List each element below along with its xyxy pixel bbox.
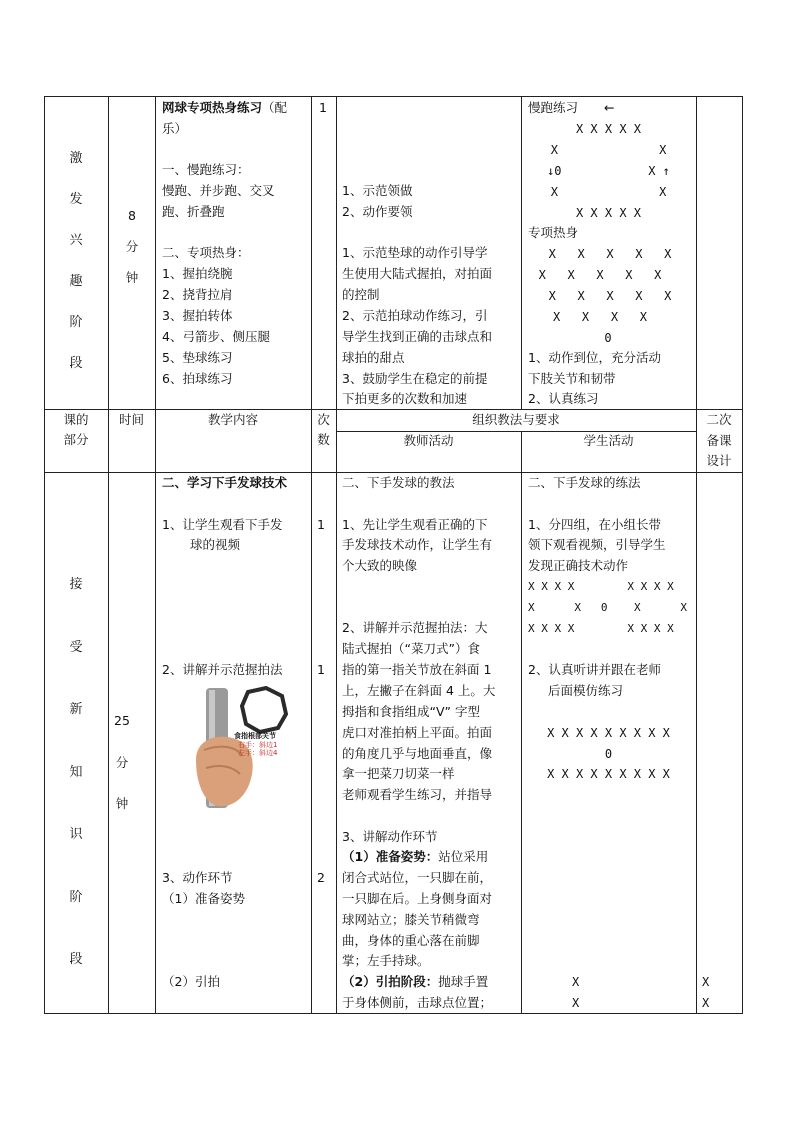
stage2-count: 1 <box>317 662 325 677</box>
jog-formation-row: X X <box>550 143 667 157</box>
stage2-teacher-line: 拇指和食指组成“V” 字型 <box>342 704 480 719</box>
stage1-jog-line: 慢跑、并步跑、交叉 <box>162 183 275 198</box>
stage1-content-title-suffix: （配 <box>262 100 288 115</box>
stage1-char: 发 <box>69 192 83 207</box>
border-top <box>44 96 743 97</box>
warm-formation-row: X X X X X <box>548 247 672 261</box>
jog-formation-row: X X X X X <box>575 206 642 220</box>
stage2-student-line: 后面模仿练习 <box>548 683 624 698</box>
stage2-content-line: 1、让学生观看下手发 <box>162 517 283 532</box>
stage1-label <box>46 138 106 384</box>
stage1-warm-item: 3、握拍转体 <box>162 308 233 323</box>
jog-formation-row: ↓0 X ↑ <box>547 164 670 178</box>
stage1-time <box>102 200 162 293</box>
stage1-teacher-line: 1、示范领做 <box>342 183 413 198</box>
stage1-content-title-line <box>162 98 287 119</box>
stage1-student-note: 2、认真练习 <box>528 391 599 406</box>
stage2-teacher-line: 一只脚在后。上身侧身面对 <box>342 891 493 906</box>
stage2-char: 识 <box>69 827 83 842</box>
stage1-teacher-line: 3、鼓励学生在稳定的前提 <box>342 371 488 386</box>
stage1-char: 兴 <box>69 233 83 248</box>
stage2-char: 阶 <box>69 889 83 905</box>
header-part-line: 课的 <box>63 412 89 427</box>
stage1-char: 阶 <box>69 315 83 330</box>
border-col4 <box>336 96 337 1014</box>
stage2-teacher-line: 球网站立；膝关节稍微弯 <box>342 912 480 927</box>
stage2-count: 2 <box>317 870 325 885</box>
stage1-char: 趣 <box>69 274 83 289</box>
group-formation-row: X X 0 X X <box>528 601 687 614</box>
stage2-teacher-line: 1、先让学生观看正确的下 <box>342 517 488 532</box>
header-org: 组织教法与要求 <box>472 412 560 427</box>
stage2-teacher-bold: （2）引拍阶段： <box>342 974 439 989</box>
header-teacher: 教师活动 <box>403 433 454 448</box>
header-count <box>311 410 336 450</box>
stage2-teacher-line: 老师观看学生练习，并指导 <box>342 787 493 802</box>
stage2-teacher-line: 指的第一指关节放在斜面 1 <box>342 662 492 677</box>
stage2-teacher-line: 个大致的映像 <box>342 558 418 573</box>
stage1-count: 1 <box>319 100 327 115</box>
stage2-teacher-text: 站位采用 <box>438 849 489 864</box>
group-formation-row: X X X X X X X X <box>528 580 674 593</box>
stage2-char: 段 <box>69 952 83 967</box>
stage2-time-unit: 钟 <box>115 796 129 811</box>
border-col6 <box>696 96 697 1014</box>
stage2-student-title: 二、下手发球的练法 <box>528 475 641 490</box>
stage1-warm-label: 专项热身 <box>528 225 579 240</box>
stage1-char: 段 <box>69 356 83 371</box>
stage1-time-unit: 分 <box>125 239 139 254</box>
group-formation-row: X X X X X X X X <box>528 622 674 635</box>
stage1-teacher-line: 的控制 <box>342 287 380 302</box>
stage2-content-phase: （2）引拍 <box>162 974 220 989</box>
header-part <box>44 410 108 450</box>
stage2-student-line: 领下观看视频，引导学生 <box>528 537 666 552</box>
stage1-char: 激 <box>69 151 83 166</box>
stage2-student-line: 发现正确技术动作 <box>528 558 629 573</box>
pair-formation-row: X X <box>572 996 710 1010</box>
jog-label-text: 慢跑练习 <box>528 100 579 115</box>
header-time: 时间 <box>118 412 144 427</box>
stage1-teacher-line: 2、动作要领 <box>342 204 413 219</box>
stage1-student-note: 1、动作到位，充分活动 <box>528 350 661 365</box>
stage1-teacher-line: 球拍的甜点 <box>342 350 405 365</box>
stage2-char: 接 <box>69 577 83 592</box>
line-formation-row: X X X X X X X X X <box>547 726 670 740</box>
stage2-char: 新 <box>69 702 83 717</box>
stage2-time-num: 25 <box>114 713 130 728</box>
header-prep-line: 设计 <box>706 453 732 468</box>
stage2-teacher-line: 3、讲解动作环节 <box>342 829 438 844</box>
stage1-warm-item: 2、挠背拉肩 <box>162 287 233 302</box>
stage2-student-line: 2、认真听讲并跟在老师 <box>528 662 661 677</box>
octagon-icon <box>242 688 286 732</box>
line-formation-row: X X X X X X X X X <box>547 767 670 781</box>
stage2-content-line: 球的视频 <box>190 537 241 552</box>
stage2-teacher-line: 掌；左手持球。 <box>342 953 430 968</box>
grip-caption: 右手：斜边1 <box>238 741 278 749</box>
warm-formation-row: X X X X <box>553 310 647 324</box>
border-left <box>44 96 45 1014</box>
jog-formation-row: X X X X X <box>575 122 642 136</box>
stage1-teacher-line: 1、示范垫球的动作引导学 <box>342 245 488 260</box>
stage1-content-line: 乐） <box>162 121 188 136</box>
grip-caption: 食指根部关节 <box>234 732 276 740</box>
stage1-teacher-line: 生使用大陆式握拍，对拍面 <box>342 266 493 281</box>
stage2-content-phase: 3、动作环节 <box>162 870 233 885</box>
stage2-content-grip: 2、讲解并示范握拍法 <box>162 662 283 677</box>
border-col3 <box>311 96 312 1014</box>
stage2-teacher-line: 拿一把菜刀切菜一样 <box>342 766 455 781</box>
header-count-line: 次 <box>317 412 330 427</box>
stage1-warm-item: 1、握拍绕腕 <box>162 266 233 281</box>
stage2-teacher-line: 陆式握拍（“菜刀式”）食 <box>342 641 480 656</box>
arrow-left-icon: ← <box>604 100 615 115</box>
border-right <box>742 96 743 1014</box>
stage1-teacher-line: 导学生找到正确的击球点和 <box>342 329 493 344</box>
header-prep-line: 二次 <box>706 412 732 427</box>
stage1-time-num: 8 <box>128 208 136 223</box>
stage2-char: 知 <box>69 764 83 780</box>
stage1-warm-head: 二、专项热身： <box>162 245 250 260</box>
stage1-student-note: 下肢关节和韧带 <box>528 371 616 386</box>
stage2-time <box>92 700 152 825</box>
stage2-teacher-line: 于身体侧前，击球点位置； <box>342 995 493 1010</box>
line-formation-row: 0 <box>604 747 613 761</box>
stage2-teacher-line: 曲，身体的重心落在前脚 <box>342 933 480 948</box>
stage1-warm-item: 4、弓箭步、侧压腿 <box>162 329 270 344</box>
stage2-teacher-title: 二、下手发球的教法 <box>342 475 455 490</box>
warm-formation-row: X X X X X <box>548 289 672 303</box>
stage2-content-title: 二、学习下手发球技术 <box>162 475 288 490</box>
header-count-line: 数 <box>317 432 330 447</box>
stage2-teacher-text: 抛球手置 <box>438 974 489 989</box>
stage2-count: 1 <box>317 517 325 532</box>
stage2-time-unit: 分 <box>115 754 129 770</box>
pair-formation-row: X X <box>572 975 710 989</box>
stage2-teacher-line: 虎口对准拍柄上平面。拍面 <box>342 725 493 740</box>
stage2-teacher-line: 的角度几乎与地面垂直，像 <box>342 746 493 761</box>
stage1-warm-item: 6、拍球练习 <box>162 371 233 386</box>
stage1-warm-item: 5、垫球练习 <box>162 350 233 365</box>
jog-formation-row: X X <box>550 185 667 199</box>
stage2-char: 受 <box>69 639 83 655</box>
stage1-teacher-line: 下拍更多的次数和加速 <box>342 391 468 406</box>
stage2-teacher-bold: （1）准备姿势： <box>342 849 439 864</box>
stage2-teacher-line: 闭合式站位，一只脚在前， <box>342 870 493 885</box>
grip-illustration <box>190 686 300 812</box>
stage2-student-line: 1、分四组，在小组长带 <box>528 517 661 532</box>
stage1-jog-label <box>528 98 614 119</box>
stage2-teacher-line <box>342 847 488 868</box>
stage2-teacher-line: 2、讲解并示范握拍法：大 <box>342 620 488 635</box>
header-prep-line: 备课 <box>706 432 732 448</box>
header-student: 学生活动 <box>583 433 634 448</box>
header-prep <box>696 410 742 472</box>
warm-formation-row: X X X X X <box>538 268 662 282</box>
stage1-time-unit: 钟 <box>125 270 139 285</box>
warm-formation-row: 0 <box>604 331 612 345</box>
header-content: 教学内容 <box>207 412 258 427</box>
stage1-content-title: 网球专项热身练习 <box>162 100 263 115</box>
header-part-line: 部分 <box>63 432 89 447</box>
stage1-jog-head: 一、慢跑练习： <box>162 162 250 177</box>
stage1-teacher-line: 2、示范拍球动作练习，引 <box>342 308 488 323</box>
stage2-content-phase: （1）准备姿势 <box>162 891 245 906</box>
stage2-teacher-line <box>342 972 488 993</box>
stage2-teacher-line: 上，左撇子在斜面 4 上。大 <box>342 683 496 698</box>
stage1-jog-line: 跑、折叠跑 <box>162 204 225 219</box>
grip-caption: 左手：斜边4 <box>238 749 278 757</box>
stage2-teacher-line: 手发球技术动作，让学生有 <box>342 537 493 552</box>
border-bottom <box>44 1013 743 1014</box>
